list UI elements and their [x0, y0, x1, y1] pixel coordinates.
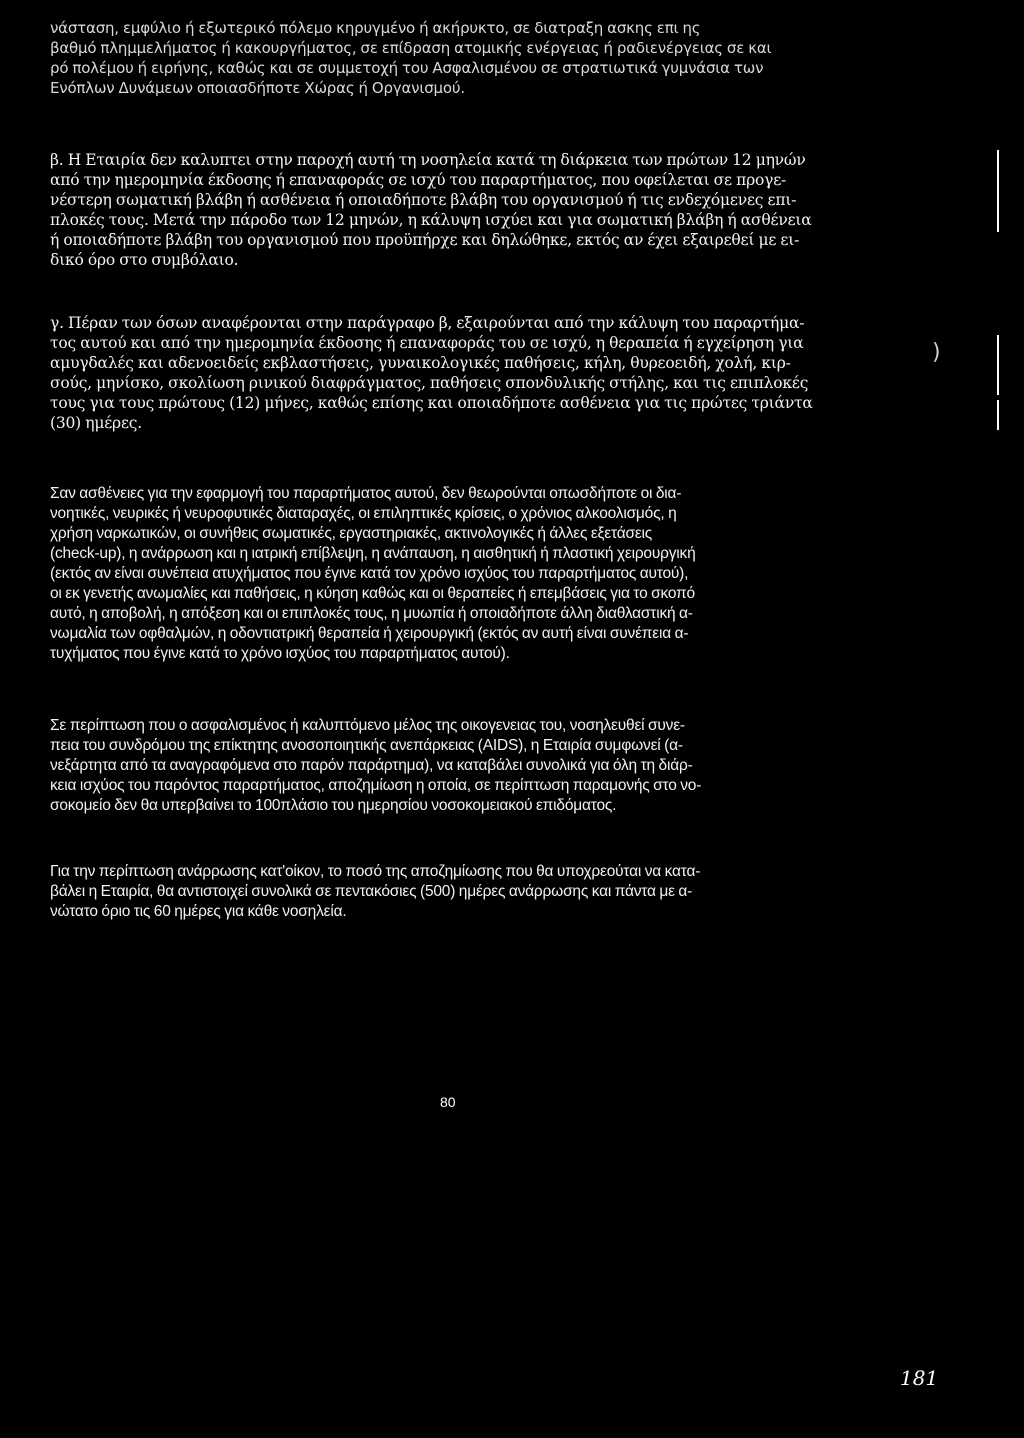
text-line: χρήση ναρκωτικών, οι συνήθεις σωματικές, εργαστηριακές, ακτινολογικές ή άλλες εξετάσεις: [50, 525, 653, 542]
text-line: νάσταση, εμφύλιο ή εξωτερικό πόλεμο κηρυγμένο ή ακήρυκτο, σε διατραξη ασκης επι ης: [50, 19, 701, 37]
handwritten-page-mark: 181: [900, 1366, 939, 1390]
text-line: Σε περίπτωση που ο ασφαλισμένος ή καλυπτόμενο μέλος της οικογενειας του, νοσηλευθεί συνε-: [50, 717, 685, 734]
paragraph-aids: [50, 716, 870, 816]
text-line: ή οποιαδήποτε βλάβη του οργανισμού που προϋπήρχε και δηλώθηκε, εκτός αν έχει εξαιρεθεί με ει-: [50, 231, 800, 249]
text-line: γ. Πέραν των όσων αναφέρονται στην παράγραφο β, εξαιρούνται από την κάλυψη του παραρτήμα-: [50, 314, 805, 332]
text-line: βάλει η Εταιρία, θα αντιστοιχεί συνολικά σε πεντακόσιες (500) ημέρες ανάρρωσης και πάντα με α-: [50, 883, 693, 900]
text-line: από την ημερομηνία έκδοσης ή επαναφοράς σε ισχύ του παραρτήματος, που οφείλεται σε προγε-: [50, 171, 787, 189]
text-line: τους για τους πρώτους (12) μήνες, καθώς επίσης και οποιαδήποτε ασθένεια για τις πρώτες τριάντα: [50, 394, 813, 412]
text-line: πλοκές τους. Μετά την πάροδο των 12 μηνών, η κάλυψη ισχύει και για σωματική βλάβη ή ασθένεια: [50, 211, 812, 229]
text-line: κεια ισχύος του παρόντος παραρτήματος, αποζημίωση η οποία, σε περίπτωση παραμονής στο νο-: [50, 777, 702, 794]
text-line: αυτό, η αποβολή, η απόξεση και οι επιπλοκές τους, η μυωπία ή οποιαδήποτε άλλη διαθλαστική α-: [50, 605, 693, 622]
text-line: νωμαλία των οφθαλμών, η οδοντιατρική θεραπεία ή χειρουργική (εκτός αν αυτή είναι συνέπεια α-: [50, 625, 689, 642]
margin-parenthesis-mark: ): [932, 340, 941, 365]
page-number: 80: [440, 1094, 456, 1110]
text-line: αμυγδαλές και αδενοειδείς εκβλαστήσεις, γυναικολογικές παθήσεις, κήλη, θυρεοειδή, χολή, κιρ-: [50, 354, 791, 372]
text-line: νώτατο όριο τις 60 ημέρες για κάθε νοσηλεία.: [50, 903, 347, 920]
text-line: βαθμό πλημμελήματος ή κακουργήματος, σε επίδραση ατομικής ενέργειας ή ραδιενέργειας σε και: [50, 39, 772, 57]
text-line: δικό όρο στο συμβόλαιο.: [50, 251, 239, 269]
text-line: (check-up), η ανάρρωση και η ιατρική επίβλεψη, η ανάπαυση, η αισθητική ή πλαστική χειρουργική: [50, 545, 696, 562]
text-line: σοκομείο δεν θα υπερβαίνει το 100πλάσιο του ημερησίου νοσοκομειακού επιδόματος.: [50, 797, 617, 814]
text-line: πεια του συνδρόμου της επίκτητης ανοσοποιητικής ανεπάρκειας (AIDS), η Εταιρία συμφωνεί (α-: [50, 737, 683, 754]
text-line: νεξάρτητα από τα αναγραφόμενα στο παρόν παράρτημα), να καταβάλει συνολικά για όλη τη διάρ-: [50, 757, 693, 774]
text-line: ρό πολέμου ή ειρήνης, καθώς και σε συμμετοχή του Ασφαλισμένου σε στρατιωτικά γυμνάσια των: [50, 59, 764, 77]
text-line: (30) ημέρες.: [50, 414, 142, 432]
text-line: (εκτός αν είναι συνέπεια ατυχήματος που έγινε κατά τον χρόνο ισχύος του παραρτήματος αυτού),: [50, 565, 689, 582]
text-line: Σαν ασθένειες για την εφαρμογή του παραρτήματος αυτού, δεν θεωρούνται οπωσδήποτε οι δια-: [50, 485, 682, 502]
text-line: τος αυτού και από την ημερομηνία έκδοσης ή επαναφοράς του σε ισχύ, η θεραπεία ή εγχείρηση για: [50, 334, 804, 352]
text-line: Για την περίπτωση ανάρρωσης κατ'οίκον, το ποσό της αποζημίωσης που θα υποχρεούται να κατα-: [50, 863, 701, 880]
margin-change-bar: [997, 150, 999, 232]
paragraph-home-recovery: [50, 862, 870, 922]
text-line: Ενόπλων Δυνάμεων οποιασδήποτε Χώρας ή Οργανισμού.: [50, 79, 465, 97]
text-line: νέστερη σωματική βλάβη ή ασθένεια ή οποιαδήποτε βλάβη του οργανισμού ή τις ενδεχόμενες επι-: [50, 191, 797, 209]
paragraph-non-illnesses: [50, 484, 870, 664]
margin-change-bar: [997, 335, 999, 395]
text-line: σούς, μηνίσκο, σκολίωση ρινικού διαφράγματος, παθήσεις σπονδυλικής στήλης, και τις επιπλοκές: [50, 374, 809, 392]
text-line: τυχήματος που έγινε κατά το χρόνο ισχύος του παραρτήματος αυτού).: [50, 645, 510, 662]
paragraph-exclusions-war: [50, 18, 870, 98]
paragraph-clause-c: [50, 313, 870, 433]
text-line: νοητικές, νευρικές ή νευροφυτικές διαταραχές, οι επιληπτικές κρίσεις, ο χρόνιος αλκοολισμός, η: [50, 505, 677, 522]
text-line: οι εκ γενετής ανωμαλίες και παθήσεις, η κύηση καθώς και οι θεραπείες ή επεμβάσεις για το σκοπό: [50, 585, 695, 602]
paragraph-clause-b: [50, 150, 870, 270]
margin-change-bar: [997, 400, 999, 430]
text-line: β. Η Εταιρία δεν καλυπτει στην παροχή αυτή τη νοσηλεία κατά τη διάρκεια των πρώτων 12 μηνών: [50, 151, 806, 169]
